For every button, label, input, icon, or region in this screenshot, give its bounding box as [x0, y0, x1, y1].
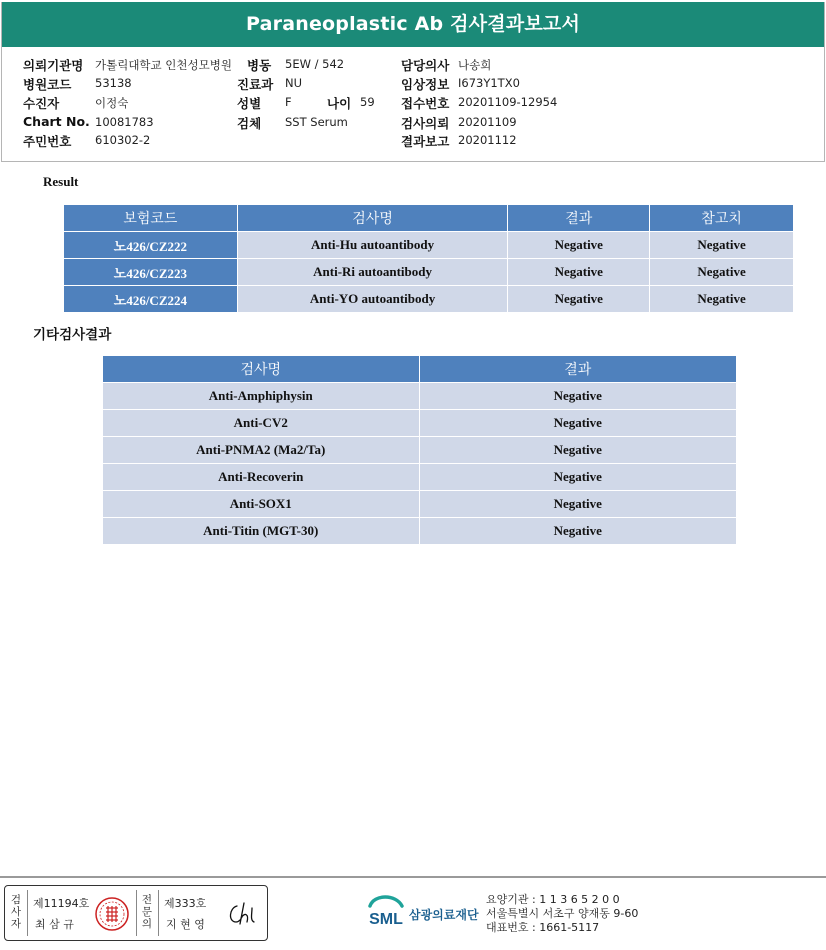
- receipt-label: 접수번호: [401, 96, 450, 111]
- report-footer: [0, 876, 826, 950]
- specialist-signature-icon: [225, 900, 261, 928]
- test-name-cell: Anti-PNMA2 (Ma2/Ta): [103, 437, 420, 464]
- result-table: [63, 204, 794, 313]
- signature-divider: [27, 890, 28, 936]
- header-test-name: 검사명: [237, 205, 508, 232]
- specimen-value: SST Serum: [285, 115, 348, 129]
- ward-value: 5EW / 542: [285, 57, 345, 71]
- reference-cell: Negative: [650, 259, 794, 286]
- result-section-label: Result: [43, 174, 79, 189]
- result-cell: Negative: [419, 410, 736, 437]
- test-name-cell: Anti-Recoverin: [103, 464, 420, 491]
- result-cell: Negative: [419, 491, 736, 518]
- resident-label: 주민번호: [23, 134, 72, 149]
- specimen-label: 검체: [237, 116, 262, 131]
- result-cell: Negative: [508, 232, 650, 259]
- table-row: [103, 518, 737, 545]
- inspector-name: 최 삼 규: [35, 918, 74, 931]
- table-row: [64, 259, 794, 286]
- age-value: 59: [360, 95, 375, 109]
- table-row: [64, 286, 794, 313]
- sex-value: F: [285, 95, 292, 109]
- inspector-number: 제11194호: [33, 897, 90, 910]
- header-reference: 참고치: [650, 205, 794, 232]
- other-tests-table: [102, 355, 737, 545]
- doctor-value: 나송희: [458, 58, 492, 72]
- header-result: 결과: [508, 205, 650, 232]
- insurance-code-cell: 노426/CZ223: [64, 259, 238, 286]
- hospital-code-label: 병원코드: [23, 77, 72, 92]
- reference-cell: Negative: [650, 232, 794, 259]
- test-name-cell: Anti-YO autoantibody: [237, 286, 508, 313]
- inspector-vertical-label: 검사자: [10, 894, 22, 930]
- patient-info: [0, 55, 826, 155]
- organization-name: 삼광의료재단: [409, 908, 479, 922]
- doctor-label: 담당의사: [401, 58, 450, 73]
- report-date-value: 20201112: [458, 133, 517, 147]
- sml-logo-icon: [364, 892, 408, 932]
- test-name-cell: Anti-CV2: [103, 410, 420, 437]
- result-cell: Negative: [419, 464, 736, 491]
- organization-address: 서울특별시 서초구 양재동 9-60: [486, 907, 639, 920]
- table-row: [103, 410, 737, 437]
- request-value: 20201109: [458, 115, 517, 129]
- receipt-value: 20201109-12954: [458, 95, 558, 109]
- test-name-cell: Anti-Titin (MGT-30): [103, 518, 420, 545]
- chart-label: Chart No.: [23, 114, 90, 129]
- test-name-cell: Anti-Amphiphysin: [103, 383, 420, 410]
- header-test-name: 검사명: [103, 356, 420, 383]
- other-section-label: 기타검사결과: [33, 327, 112, 343]
- table-row: [103, 491, 737, 518]
- examinee-label: 수진자: [23, 96, 60, 111]
- organization-info: [486, 893, 638, 935]
- examinee-value: 이정숙: [95, 96, 129, 110]
- test-name-cell: Anti-Hu autoantibody: [237, 232, 508, 259]
- result-cell: Negative: [419, 518, 736, 545]
- result-cell: Negative: [419, 383, 736, 410]
- sml-logo-text: SML: [369, 911, 403, 928]
- dept-label: 진료과: [237, 77, 274, 92]
- insurance-code-cell: 노426/CZ222: [64, 232, 238, 259]
- header-result: 결과: [419, 356, 736, 383]
- specialist-number: 제333호: [164, 897, 207, 910]
- report-title: Paraneoplastic Ab 검사결과보고서: [2, 2, 824, 47]
- inspector-seal-icon: [94, 896, 130, 932]
- chart-value: 10081783: [95, 115, 154, 129]
- insurance-code-cell: 노426/CZ224: [64, 286, 238, 313]
- age-label: 나이: [327, 96, 352, 111]
- specialist-vertical-label: 전문의: [141, 894, 153, 930]
- table-row: [103, 437, 737, 464]
- table-row: [64, 232, 794, 259]
- specialist-name: 지 현 영: [166, 918, 205, 931]
- reference-cell: Negative: [650, 286, 794, 313]
- header-divider: [2, 161, 824, 162]
- signature-box: [4, 885, 268, 941]
- header-insurance-code: 보험코드: [64, 205, 238, 232]
- ward-label: 병동: [247, 58, 272, 73]
- request-label: 검사의뢰: [401, 116, 450, 131]
- dept-value: NU: [285, 76, 303, 90]
- table-row: [103, 464, 737, 491]
- institution-label: 의뢰기관명: [23, 58, 84, 73]
- organization-code: 요양기관 : 1 1 3 6 5 2 0 0: [486, 893, 620, 906]
- clinical-label: 임상정보: [401, 77, 450, 92]
- resident-value: 610302-2: [95, 133, 151, 147]
- organization-phone: 대표번호 : 1661-5117: [486, 921, 600, 934]
- footer-divider: [0, 876, 826, 878]
- result-cell: Negative: [508, 286, 650, 313]
- result-cell: Negative: [508, 259, 650, 286]
- table-row: [103, 383, 737, 410]
- sex-label: 성별: [237, 96, 262, 111]
- signature-divider: [158, 890, 159, 936]
- test-name-cell: Anti-Ri autoantibody: [237, 259, 508, 286]
- report-date-label: 결과보고: [401, 134, 450, 149]
- clinical-value: I673Y1TX0: [458, 76, 520, 90]
- result-cell: Negative: [419, 437, 736, 464]
- hospital-code-value: 53138: [95, 76, 132, 90]
- test-name-cell: Anti-SOX1: [103, 491, 420, 518]
- institution-value: 가톨릭대학교 인천성모병원: [95, 58, 232, 72]
